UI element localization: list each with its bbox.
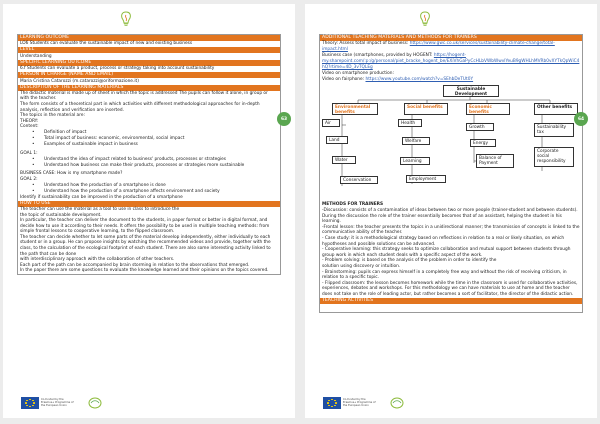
level-text: Understanding [20, 53, 52, 59]
business-case-link[interactable]: https://hogent-my.sharepoint.com/:p:/g/personal/piet_bracke_hogent_be/EXiVhGaPyCcHLbVWbWwvlYeuB9gWHLhMVRb0vXYTkQpWiC4hQ?rtime=4D_3vTQLEg [322, 53, 580, 70]
theory-link[interactable]: https://www.gwc.co.uk/services/sustainability-climate-change/total-impact.html [322, 41, 555, 52]
diagram-node: Energy [470, 139, 496, 147]
person-in-charge-text: Maria Cristina Catarozzi (m.catarozzi@oriformazione.it) [20, 78, 139, 84]
level-heading: LEVEL [18, 47, 280, 53]
diagram-node: Employment [406, 175, 446, 183]
diagram-node: Learning [400, 157, 430, 165]
eu-flag-icon [21, 397, 39, 409]
diagram-category-economic: Economic benefits [466, 103, 510, 115]
goal1-list [18, 157, 280, 168]
business-case-label: Business case (smartphones, provided by HOGENT: [322, 53, 434, 59]
diagram-node: Conservation [340, 176, 378, 184]
diagram-node: Welfare [402, 137, 430, 145]
partner-logo-icon [87, 396, 103, 410]
list-item: • Examples of sustainable impact in business [44, 142, 280, 148]
diagram-node: Land [326, 136, 348, 144]
right-page [305, 4, 597, 418]
eu-cofunding-text: Co-funded by the Erasmus+ Programme of the European Union [343, 398, 376, 408]
theory-label: Theory: Assess total impact of business: [322, 41, 410, 47]
lightbulb-logo-icon [119, 11, 133, 27]
list-item: • Understand how the production of a smartphone is done [44, 183, 280, 189]
diagram-category-environmental: Environmental benefits [332, 103, 378, 115]
description-intro: The didactic material is made up of sheet in which the topic is addressed The pupils can follow it alone, in group or with the teacher. The form consists of a theoretical part in which activities with different methodological approaches for in-depth analysis, reflection and verification are inserted. The topics in the material are: THEORY: Content: [20, 90, 268, 130]
diagram-node: Corporate social responsibility [534, 147, 574, 167]
right-content-table [319, 34, 583, 313]
diagram-node: Balance of Payment [476, 154, 514, 168]
list-item: • Understand how business can make their products, processes or strategies more sustainable [44, 163, 280, 169]
lightbulb-logo-icon [418, 11, 432, 27]
left-content-table [17, 34, 281, 275]
diagram-root-node: Sustainable Development [443, 85, 499, 97]
page-number-badge: 64 [574, 112, 588, 126]
video-production-line: Video on smartphone production: [322, 70, 394, 76]
person-in-charge-heading: PERSON IN CHARGE (NAME AND EMAIL) [18, 72, 280, 78]
sustainable-development-diagram [320, 83, 582, 201]
list-item: • Total impact of business: economic, environmental, social impact [44, 136, 280, 142]
methods-heading: METHODS FOR TRAINERS [322, 201, 384, 207]
specific-outcome-text: 6.f Students can evaluate a product, process or strategy taking into account sustainability [20, 66, 215, 72]
video-fairphone-link[interactable]: https://www.youtube.com/watch?v=SEhbDeTUt0Y [365, 77, 474, 83]
how-to-use-heading: HOW TO USE [18, 201, 280, 207]
partner-logo-icon [389, 396, 405, 410]
theory-line [320, 41, 582, 53]
business-case-line [320, 53, 582, 71]
goal1-label: GOAL 1: [20, 151, 38, 157]
diagram-node: Air [322, 119, 340, 127]
eu-cofunding-text: Co-funded by the Erasmus+ Programme of the European Union [41, 398, 74, 408]
learning-outcome-text: LO6 Students can evaluate the sustainable impact of new and existing business [20, 41, 193, 47]
page-number-badge: 63 [277, 112, 291, 126]
eu-flag-icon [323, 397, 341, 409]
description-closing: Identify if sustainability can be improved in the production of a smartphone [20, 194, 183, 200]
video-fairphone-label: Video on fairphone: [322, 77, 366, 83]
learning-outcome-heading: LEARNING OUTCOME [18, 35, 280, 41]
diagram-node: Health [398, 119, 422, 127]
goal2-list [18, 183, 280, 194]
page-footer [21, 396, 281, 412]
diagram-node: Water [332, 156, 356, 164]
how-to-use-text: The teacher can use the material as a tool to use in class to introduce the the topic of sustainable development. In particular, the teacher can deliver the document to the students, in paper format or better in digital format, and decide how to use it according to their needs. It offers the possibility to be used in multiple teaching methods: from simple frontal lessons to cooperative learning, to the flipped classroom. The teacher can decide whether to let some parts of the material develop independently, either individually to each student or in a group. He can propose insights by watching the recommended videos and provide, together with the class, to the calculation of the ecological footprint of each student. There are also some interesting activity linked to the path that can be done with interdisciplinary approach with the collaboration of other teachers. Each part of the path can be accompanied by brain storming in relation to the observations that emerged. In the paper there are some questions to evaluate the knowledge learned and their opinions on the topics covered. [20, 206, 271, 274]
specific-outcome-heading: SPECIFIC LEARNING OUTCOME [18, 60, 280, 66]
diagram-node: Growth [466, 123, 494, 131]
teaching-activities-empty-cell [320, 304, 582, 312]
list-item: • Understand the idea of impact related to business' products, processes or strategies [44, 157, 280, 163]
page-footer [323, 396, 583, 412]
content-list [18, 130, 280, 147]
materials-heading: ADDITIONAL TEACHING MATERIALS AND METHODS FOR TRAINERS [320, 35, 582, 41]
methods-text: -Discussion: consists of a contamination of ideas between two or more people (trainer-student and between students). During the discussion the role of the trainer essentially becomes that of an assistant, helping the student in his learning. -Frontal lesson: the teacher presents the topics in a unidirectional manner; the transmission of concepts is linked to the communicative ability of the teacher. - Case study: it is a methodological strategy based on reflections in relation to a real or likely situation, on which hypotheses and possible solutions can be advanced. - Cooperative learning: this strategy seeks to optimize collaboration and mutual support between students through group work in which each student deals with a specific aspect of the work. - Problem solving: is based on the analysis of the problem in order to identify the solution using discovery or intuition. - Brainstorming: pupils can express himself in a completely free way and without the risk of receiving criticism, in relation to a specific topic. - Flipped classroom: the lesson becomes homework while the time in the classroom is used for collaborative activities, experiences, debates and workshops. For this methodology we can have materials to use at home and the teacher does not take on the role of leading actor, but rather becomes a sort of facilitator, the director of the didactic action. [322, 208, 580, 297]
diagram-category-social: Social benefits [404, 103, 448, 115]
description-heading: DESCRIPTION OF THE LEARNING MATERIALS [18, 85, 280, 91]
diagram-node: Sustainability tax [534, 123, 574, 137]
diagram-category-other: Other benefits [534, 103, 578, 115]
teaching-activities-heading: TEACHING ACTIVITIES [320, 298, 582, 304]
left-page [3, 4, 295, 418]
list-item: • Definition of impact [44, 130, 280, 136]
list-item: • Understand how the production of a smartphone affects environment and society [44, 189, 280, 195]
business-case-text: BUSINESS CASE: How is my smartphone made? GOAL 2: [20, 171, 123, 182]
